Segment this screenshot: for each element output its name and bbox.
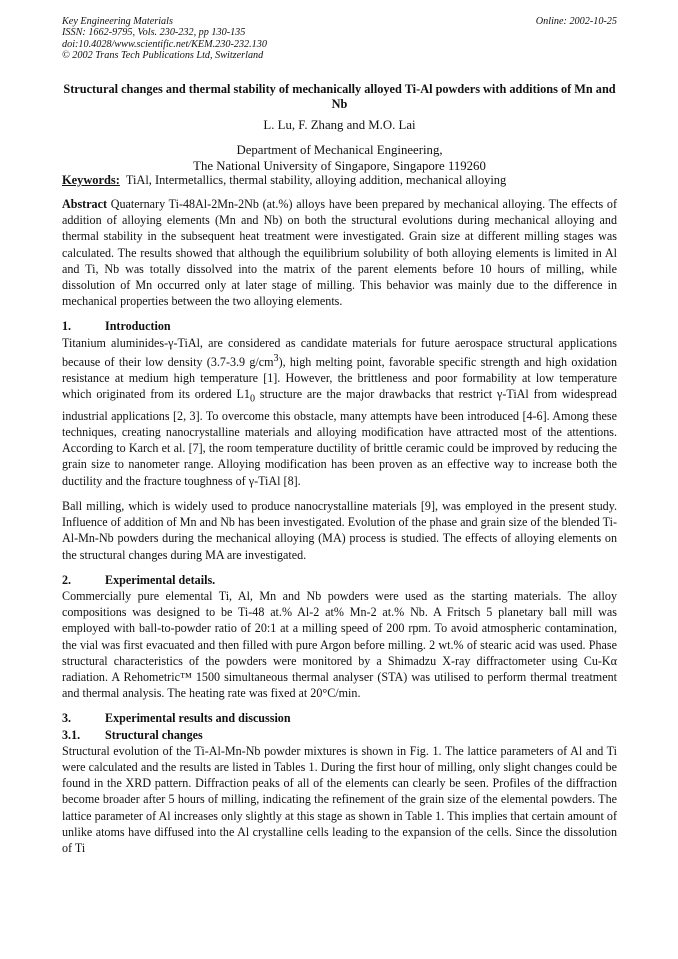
subsection-number: 3.1. — [62, 727, 81, 742]
section-title: Experimental details. — [105, 572, 216, 587]
keywords-label: Keywords: — [62, 173, 120, 187]
abstract-text: Quaternary Ti-48Al-2Mn-2Nb (at.%) alloys have been prepared by mechanical alloying. The effects of addition of alloying elements (Mn and Nb) on both the structural evolutions during mechanical alloying and thermal stability in the subsequent heat treatment were investigated. Grain size at different milling stages was calculated. The results showed that although the equilibrium solubility of both alloying elements is limited in Al and Ti, Nb was totally dissolved into the matrix of the parent elements before 10 hours of milling, while dissolution of Mn occurred only at later stage of milling. This behavior was mainly due to the difference in mechanical properties between the two alloying elements. — [62, 197, 617, 309]
affiliation — [62, 142, 617, 174]
copyright-line: © 2002 Trans Tech Publications Ltd, Switzerland — [62, 50, 264, 62]
experimental-paragraph: Commercially pure elemental Ti, Al, Mn and Nb powders were used as the starting materials. The alloy compositions was designed to be Ti-48 at.% Al-2 at% Mn-2 at.% Nb. A Fritsch 5 planetary ball mill was employed with ball-to-powder ratio of 20:1 at a milling speed of 200 rpm. To avoid atmospheric contamination, the vial was first evacuated and then filled with pure Argon before milling. 2 wt.% of stearic acid was used. Phase structural characteristics of the powders were monitored by a Shimadzu X-ray diffractometer using Cu-Kα radiation. A Rehometric™ 1500 simultaneous thermal analyser (STA) was utilised to perform thermal treatment and thermal analysis. The heating rate was fixed at 20°C/min. — [62, 588, 617, 701]
section-number: 1. — [62, 319, 72, 334]
intro-paragraph-2: Ball milling, which is widely used to produce nanocrystalline materials [9], was employed in the present study. Influence of addition of Mn and Nb has been investigated. Evolution of the phase and grain size of the blended Ti-Al-Mn-Nb powders during the mechanical alloying (MA) process is studied. The effects of alloying elements on the structural changes during MA are investigated. — [62, 498, 617, 562]
intro-text-part: Titanium aluminides-γ-TiAl, are considered as candidate materials for future aerospace structural applications because of their low density (3.7-3.9 g/cm — [62, 335, 617, 369]
section-number: 2. — [62, 572, 72, 587]
section-heading-results — [62, 710, 617, 726]
section-heading-introduction — [62, 318, 617, 334]
subsection-heading-structural-changes — [62, 727, 617, 743]
section-heading-experimental — [62, 572, 617, 588]
abstract-label: Abstract — [62, 197, 108, 211]
issn-line: ISSN: 1662-9795, Vols. 230-232, pp 130-135 — [62, 27, 246, 39]
author-list: L. Lu, F. Zhang and M.O. Lai — [263, 118, 416, 132]
journal-name: Key Engineering Materials — [62, 16, 173, 27]
online-date: Online: 2002-10-25 — [535, 16, 617, 27]
subscript: 0 — [249, 393, 255, 405]
journal-header — [62, 16, 617, 62]
affiliation-university: The National University of Singapore, Singapore 119260 — [193, 159, 486, 173]
keywords-text: TiAl, Intermetallics, thermal stability, alloying addition, mechanical alloying — [125, 173, 507, 187]
doi-line[interactable]: doi:10.4028/www.scientific.net/KEM.230-232.130 — [62, 38, 267, 50]
affiliation-department: Department of Mechanical Engineering, — [236, 143, 443, 157]
abstract-paragraph — [62, 196, 617, 309]
paper-title: Structural changes and thermal stability of mechanically alloyed Ti-Al powders with additions of Mn and Nb — [63, 82, 616, 111]
section-title: Introduction — [105, 319, 171, 334]
intro-text-part: structure are the major drawbacks that restrict γ-TiAl from widespread industrial applications [2, 3]. To overcome this obstacle, many attempts have been introduced [4-6]. Among these techniques, creating nanocrystalline materials and alloying modification have attracted most of the attentions. According to Karch et al. [7], the room temperature ductility of brittle ceramic could be improved by reducing the grain size to nanometer range. Alloying modification has been proven as an effective way to increase both the ductility and the fracture toughness of γ-TiAl [8]. — [62, 387, 617, 488]
results-paragraph: Structural evolution of the Ti-Al-Mn-Nb powder mixtures is shown in Fig. 1. The lattice parameters of Al and Ti were calculated and the results are listed in Tables 1. During the first hour of milling, only slight changes could be found in the XRD pattern. Diffraction peaks of all of the elements can clearly be seen. Profiles of the diffraction become broader after 5 hours of milling, indicating the refinement of the grain size of the elemental powders. The lattice parameter of Al increases only slightly at this stage as shown in Table 1. This implies that certain amount of unlike atoms have diffused into the Al crystalline cells leading to the expansion of the cells. Since the dissolution of Ti — [62, 743, 617, 855]
section-number: 3. — [62, 711, 72, 726]
keywords — [62, 173, 622, 188]
article-body — [62, 196, 617, 865]
section-title: Experimental results and discussion — [105, 711, 291, 726]
subsection-title: Structural changes — [105, 727, 203, 742]
intro-text-part: ), high melting point, favorable specific strength and high oxidation resistance at medium high temperature [1]. However, the brittleness and poor formability at low temperature which originated from its ordered L1 — [62, 354, 617, 402]
intro-paragraph-1 — [62, 335, 617, 489]
superscript: 3 — [273, 352, 279, 364]
